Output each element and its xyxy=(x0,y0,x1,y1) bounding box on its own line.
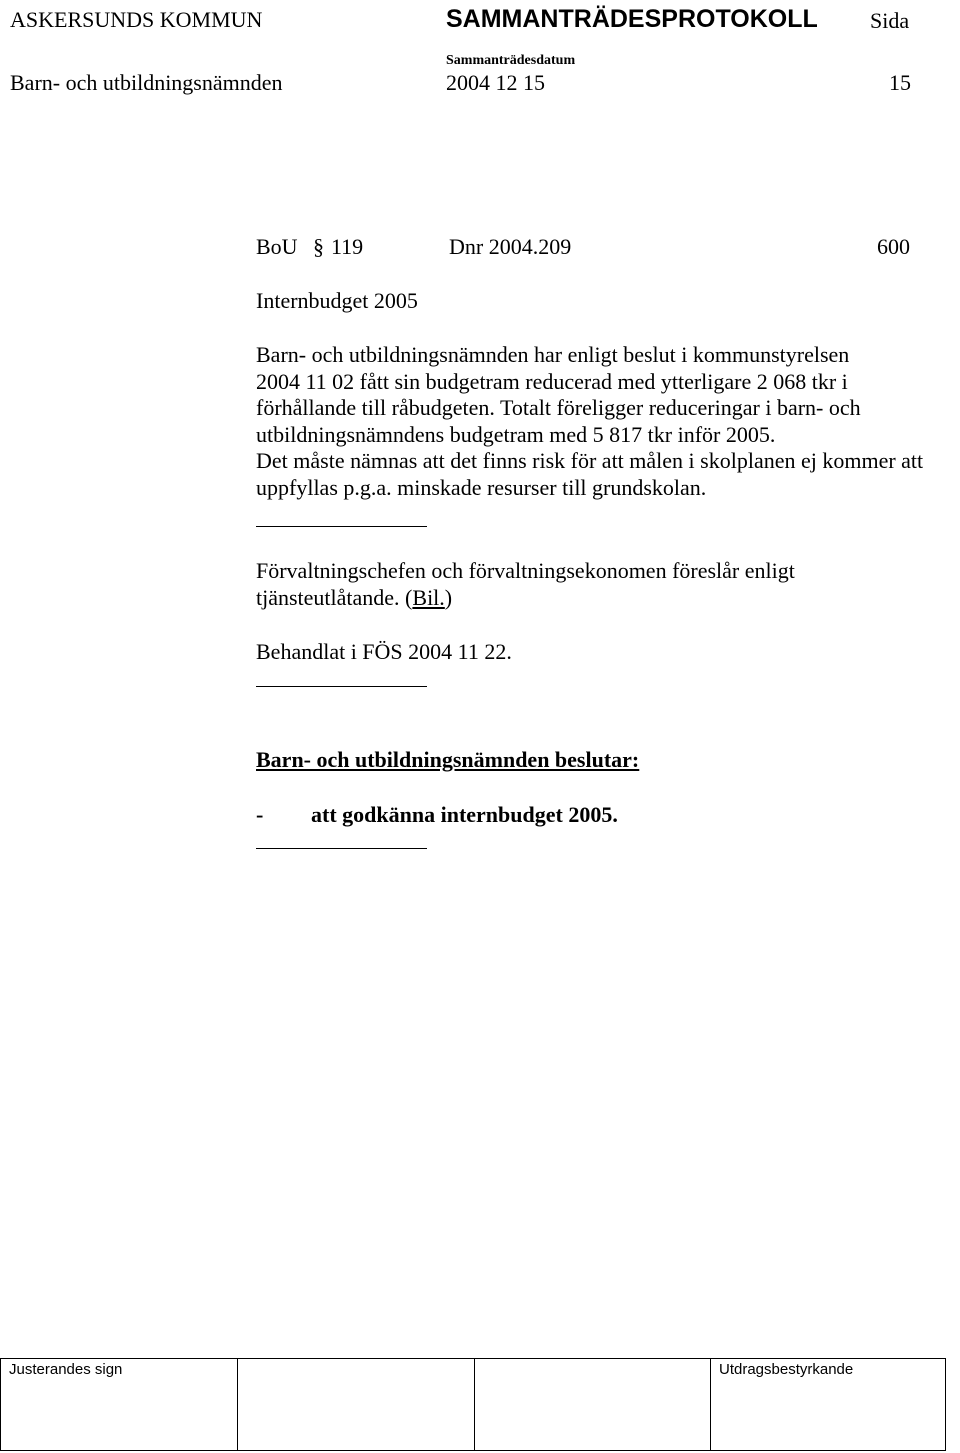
decision-heading: Barn- och utbildningsnämnden beslutar: xyxy=(256,747,640,772)
paragraph-line: uppfyllas p.g.a. minskade resurser till grundskolan. xyxy=(256,474,707,500)
paragraph-line: Det måste nämnas att det finns risk för att målen i skolplanen ej kommer att xyxy=(256,448,924,473)
decision-bullet: - xyxy=(256,802,264,827)
case-code: 600 xyxy=(877,234,910,259)
signature-table xyxy=(0,1358,946,1451)
case-number: 119 xyxy=(331,234,364,259)
meeting-date-label: Sammanträdesdatum xyxy=(446,53,576,68)
signature-cell xyxy=(237,1359,238,1450)
body-paragraph xyxy=(256,342,960,501)
paragraph-line: utbildningsnämndens budgetram med 5 817 tkr inför 2005. xyxy=(256,421,776,447)
section-mark: § xyxy=(313,234,324,259)
proposal-text: tjänsteutlåtande. ( xyxy=(256,584,413,610)
attachment-link[interactable]: Bil. xyxy=(412,584,445,610)
page-number: 15 xyxy=(889,70,911,95)
proposal-line: Förvaltningschefen och förvaltningsekonomen föreslår enligt xyxy=(256,558,795,583)
paragraph-line: Barn- och utbildningsnämnden har enligt beslut i kommunstyrelsen xyxy=(256,342,850,367)
case-prefix: BoU xyxy=(256,234,298,259)
paragraph-line: förhållande till råbudgeten. Totalt föreligger reduceringar i barn- och xyxy=(256,395,861,420)
signature-cell xyxy=(474,1359,475,1450)
page-label: Sida xyxy=(870,8,910,33)
case-title: Internbudget 2005 xyxy=(256,288,418,313)
utdragsbestyrkande-label: Utdragsbestyrkande xyxy=(719,1361,854,1378)
dnr-reference: Dnr 2004.209 xyxy=(449,234,572,259)
meeting-date: 2004 12 15 xyxy=(446,70,545,95)
document-type-title: SAMMANTRÄDESPROTOKOLL xyxy=(446,5,818,33)
municipality-name: ASKERSUNDS KOMMUN xyxy=(10,7,263,32)
decision-item: att godkänna internbudget 2005. xyxy=(311,802,618,827)
committee-name: Barn- och utbildningsnämnden xyxy=(10,70,283,95)
justerandes-sign-label: Justerandes sign xyxy=(9,1361,123,1378)
handled-note: Behandlat i FÖS 2004 11 22. xyxy=(256,639,512,664)
proposal-paragraph xyxy=(256,558,960,611)
separator-line xyxy=(256,526,427,527)
separator-line xyxy=(256,686,427,687)
paragraph-line: 2004 11 02 fått sin budgetram reducerad med ytterligare 2 068 tkr i xyxy=(256,368,848,394)
utdragsbestyrkande-cell xyxy=(710,1359,854,1450)
proposal-close-paren: ) xyxy=(444,584,453,610)
separator-line xyxy=(256,848,427,849)
proposal-line xyxy=(256,585,960,612)
